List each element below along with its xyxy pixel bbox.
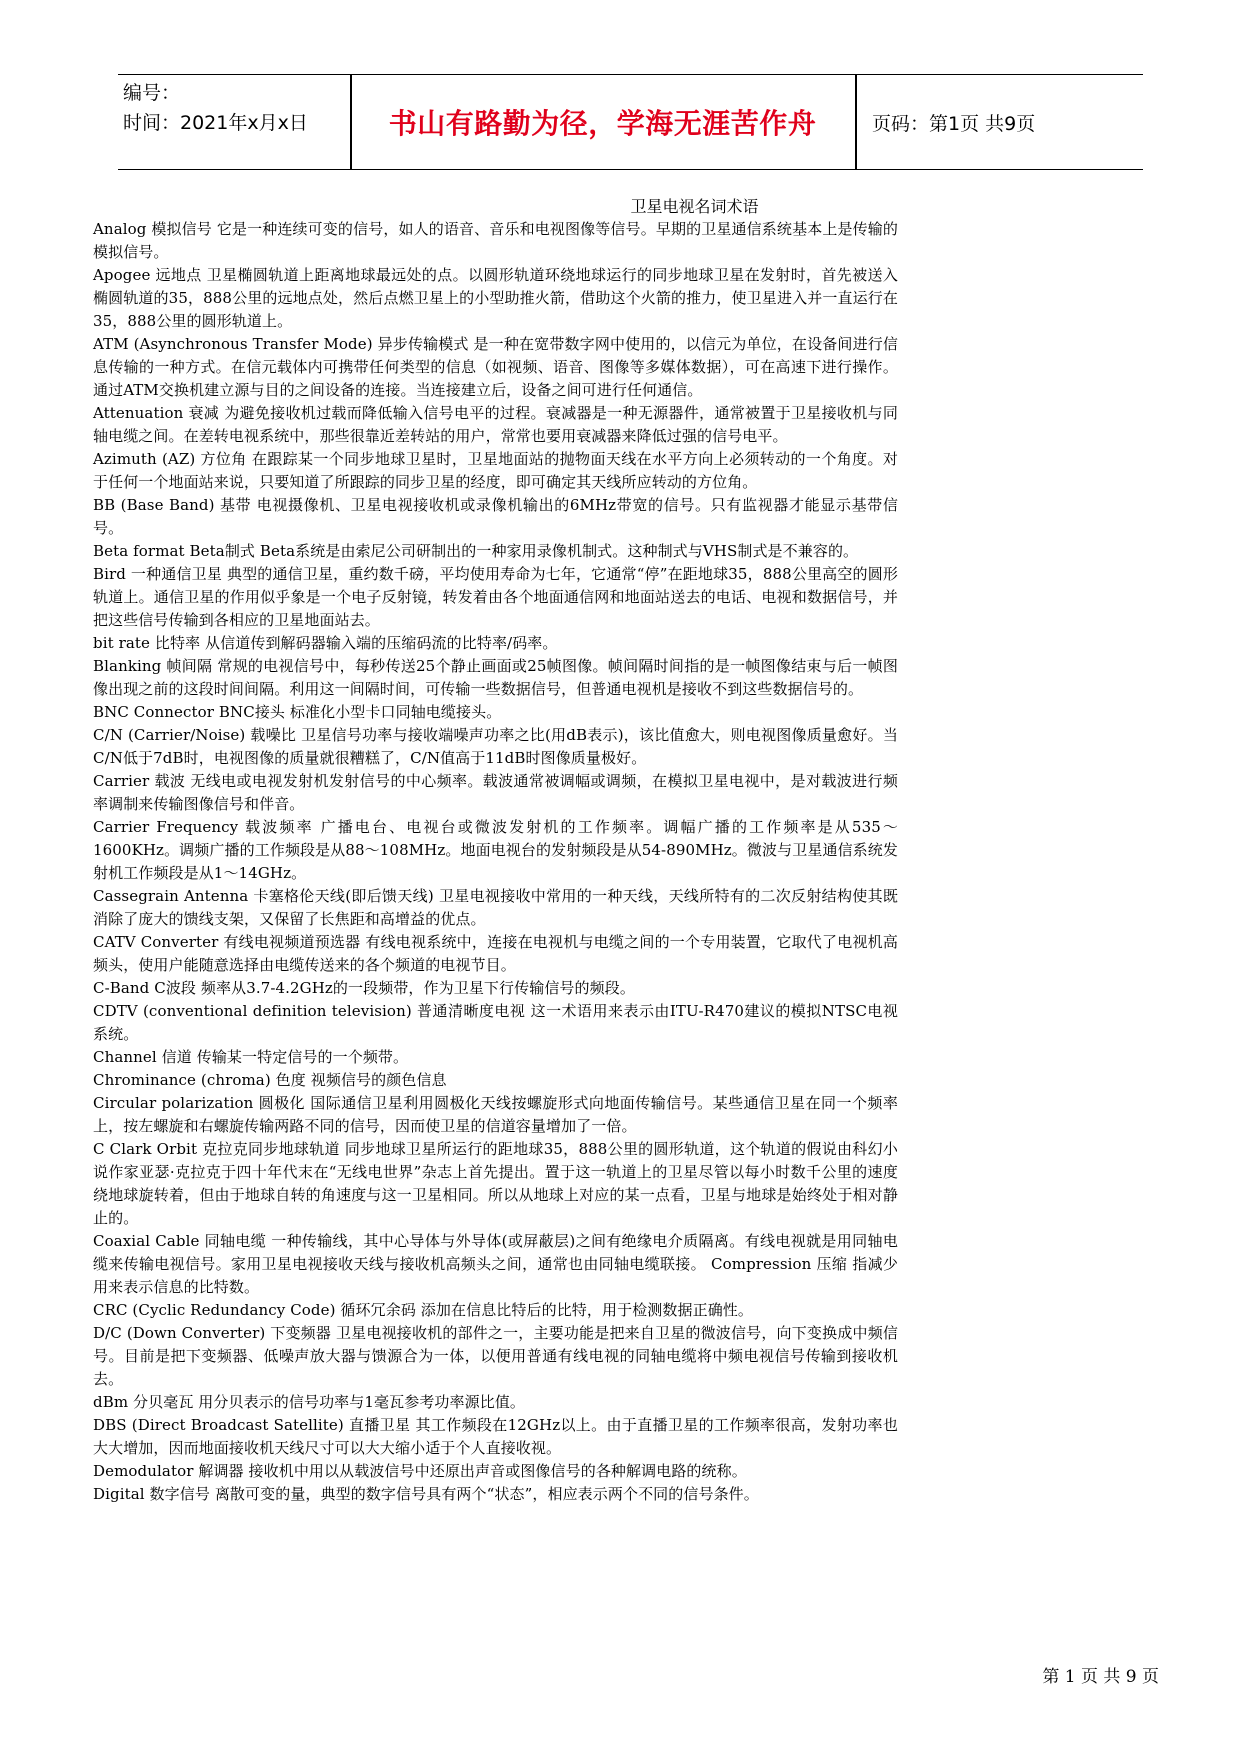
glossary-entry: Coaxial Cable 同轴电缆 一种传输线，其中心导体与外导体(或屏蔽层)之间有绝缘电介质隔离。有线电视就是用同轴电缆来传输电视信号。家用卫星电视接收天线与接收机高频头之间，通常也由同轴电缆联接。 Compression 压缩 指减少用来表示信息的比特数。 [93,1232,898,1296]
time-label: 时间：2021年x月x日 [123,112,308,134]
glossary-entry: C/N (Carrier/Noise) 载噪比 卫星信号功率与接收端噪声功率之比(用dB表示)，该比值愈大，则电视图像质量愈好。当C/N低于7dB时，电视图像的质量就很糟糕了，C/N值高于11dB时图像质量极好。 [93,726,898,767]
glossary-entry: ATM (Asynchronous Transfer Mode) 异步传输模式 是一种在宽带数字网中使用的，以信元为单位，在设备间进行信息传输的一种方式。在信元载体内可携带任何类型的信息（如视频、语音、图像等多媒体数据），可在高速下进行操作。通过ATM交换机建立源与目的之间设备的连接。当连接建立后，设备之间可进行任何通信。 [93,335,898,399]
glossary-entry: CATV Converter 有线电视频道预选器 有线电视系统中，连接在电视机与电缆之间的一个专用装置，它取代了电视机高频头，使用户能随意选择由电缆传送来的各个频道的电视节目。 [93,933,898,974]
glossary-entry: Apogee 远地点 卫星椭圆轨道上距离地球最远处的点。以圆形轨道环绕地球运行的同步地球卫星在发射时，首先被送入椭圆轨道的35，888公里的远地点处，然后点燃卫星上的小型助推火箭，借助这个火箭的推力，使卫星进入并一直运行在35，888公里的圆形轨道上。 [93,266,898,330]
header-info [123,78,367,166]
glossary-entry: Demodulator 解调器 接收机中用以从载波信号中还原出声音或图像信号的各种解调电路的统称。 [93,1462,747,1480]
glossary-entry: C Clark Orbit 克拉克同步地球轨道 同步地球卫星所运行的距地球35，888公里的圆形轨道，这个轨道的假说由科幻小说作家亚瑟·克拉克于四十年代末在“无线电世界”杂志上首先提出。置于这一轨道上的卫星尽管以每小时数千公里的速度绕地球旋转着，但由于地球自转的角速度与这一卫星相同。所以从地球上对应的某一点看，卫星与地球是始终处于相对静止的。 [93,1140,898,1227]
header-divider [855,75,857,169]
glossary-entry: Channel 信道 传输某一特定信号的一个频带。 [93,1048,409,1066]
page-info-text: 页码：第1页 共9页 [872,112,1036,135]
header-page-info [872,75,1035,169]
document-title [0,197,1241,217]
glossary-entry: D/C (Down Converter) 下变频器 卫星电视接收机的部件之一，主要功能是把来自卫星的微波信号，向下变换成中频信号。目前是把下变频器、低噪声放大器与馈源合为一体，以便用普通有线电视的同轴电缆将中频电视信号传输到接收机去。 [93,1324,898,1388]
glossary-entry: Attenuation 衰减 为避免接收机过载而降低输入信号电平的过程。衰减器是一种无源器件，通常被置于卫星接收机与同轴电缆之间。在差转电视系统中，那些很靠近差转站的用户，常常也要用衰减器来降低过强的信号电平。 [93,404,898,445]
glossary-entry: Carrier 载波 无线电或电视发射机发射信号的中心频率。载波通常被调幅或调频，在模拟卫星电视中，是对载波进行频率调制来传输图像信号和伴音。 [93,772,898,813]
glossary-entry: bit rate 比特率 从信道传到解码器输入端的压缩码流的比特率/码率。 [93,634,558,652]
document-body [93,218,898,1506]
glossary-entry: CRC (Cyclic Redundancy Code) 循环冗余码 添加在信息比特后的比特，用于检测数据正确性。 [93,1301,754,1319]
motto-text: 书山有路勤为径，学海无涯苦作舟 [388,107,817,140]
glossary-entry: DBS (Direct Broadcast Satellite) 直播卫星 其工作频段在12GHz以上。由于直播卫星的工作频率很高，发射功率也大大增加，因而地面接收机天线尺寸可以大大缩小适于个人直接收视。 [93,1416,898,1457]
glossary-entry: Azimuth (AZ) 方位角 在跟踪某一个同步地球卫星时，卫星地面站的抛物面天线在水平方向上必须转动的一个角度。对于任何一个地面站来说，只要知道了所跟踪的同步卫星的经度，即可确定其天线所应转动的方位角。 [93,450,898,491]
glossary-entry: Analog 模拟信号 它是一种连续可变的信号，如人的语音、音乐和电视图像等信号。早期的卫星通信系统基本上是传输的模拟信号。 [93,220,898,261]
glossary-entry: BB (Base Band) 基带 电视摄像机、卫星电视接收机或录像机输出的6MHz带宽的信号。只有监视器才能显示基带信号。 [93,496,898,537]
glossary-entry: BNC Connector BNC接头 标准化小型卡口同轴电缆接头。 [93,703,502,721]
glossary-entry: Digital 数字信号 离散可变的量，典型的数字信号具有两个“状态”，相应表示两个不同的信号条件。 [93,1485,759,1503]
glossary-entry: Carrier Frequency 载波频率 广播电台、电视台或微波发射机的工作频率。调幅广播的工作频率是从535～1600KHz。调频广播的工作频段是从88～108MHz。地面电视台的发射频段是从54-890MHz。微波与卫星通信系统发射机工作频段是从1～14GHz。 [93,818,898,882]
glossary-entry: Bird 一种通信卫星 典型的通信卫星，重约数千磅，平均使用寿命为七年，它通常“停”在距地球35，888公里高空的圆形轨道上。通信卫星的作用似乎象是一个电子反射镜，转发着由各个地面通信网和地面站送去的电话、电视和数据信号，并把这些信号传输到各相应的卫星地面站去。 [93,565,898,629]
glossary-entry: Blanking 帧间隔 常规的电视信号中，每秒传送25个静止画面或25帧图像。帧间隔时间指的是一帧图像结束与后一帧图像出现之前的这段时间间隔。利用这一间隔时间，可传输一些数据信号，但普通电视机是接收不到这些数据信号的。 [93,657,898,698]
header-motto [350,75,855,169]
glossary-entry: Circular polarization 圆极化 国际通信卫星利用圆极化天线按螺旋形式向地面传输信号。某些通信卫星在同一个频率上，按左螺旋和右螺旋传输两路不同的信号，因而使卫星的信道容量增加了一倍。 [93,1094,898,1135]
title-text: 卫星电视名词术语 [630,197,759,216]
number-label: 编号： [123,82,181,104]
glossary-entry: Cassegrain Antenna 卡塞格伦天线(即后馈天线) 卫星电视接收中常用的一种天线，天线所特有的二次反射结构使其既消除了庞大的馈线支架，又保留了长焦距和高增益的优点。 [93,887,898,928]
glossary-entry: Chrominance (chroma) 色度 视频信号的颜色信息 [93,1071,447,1089]
glossary-entry: dBm 分贝毫瓦 用分贝表示的信号功率与1毫瓦参考功率源比值。 [93,1393,526,1411]
glossary-entry: C-Band C波段 频率从3.7-4.2GHz的一段频带，作为卫星下行传输信号的频段。 [93,979,635,997]
glossary-entry: Beta format Beta制式 Beta系统是由索尼公司研制出的一种家用录像机制式。这种制式与VHS制式是不兼容的。 [93,542,859,560]
glossary-entry: CDTV (conventional definition television) 普通清晰度电视 这一术语用来表示由ITU-R470建议的模拟NTSC电视系统。 [93,1002,898,1043]
page-header [118,74,1143,170]
page-footer: 第 1 页 共 9 页 [1042,1667,1159,1687]
